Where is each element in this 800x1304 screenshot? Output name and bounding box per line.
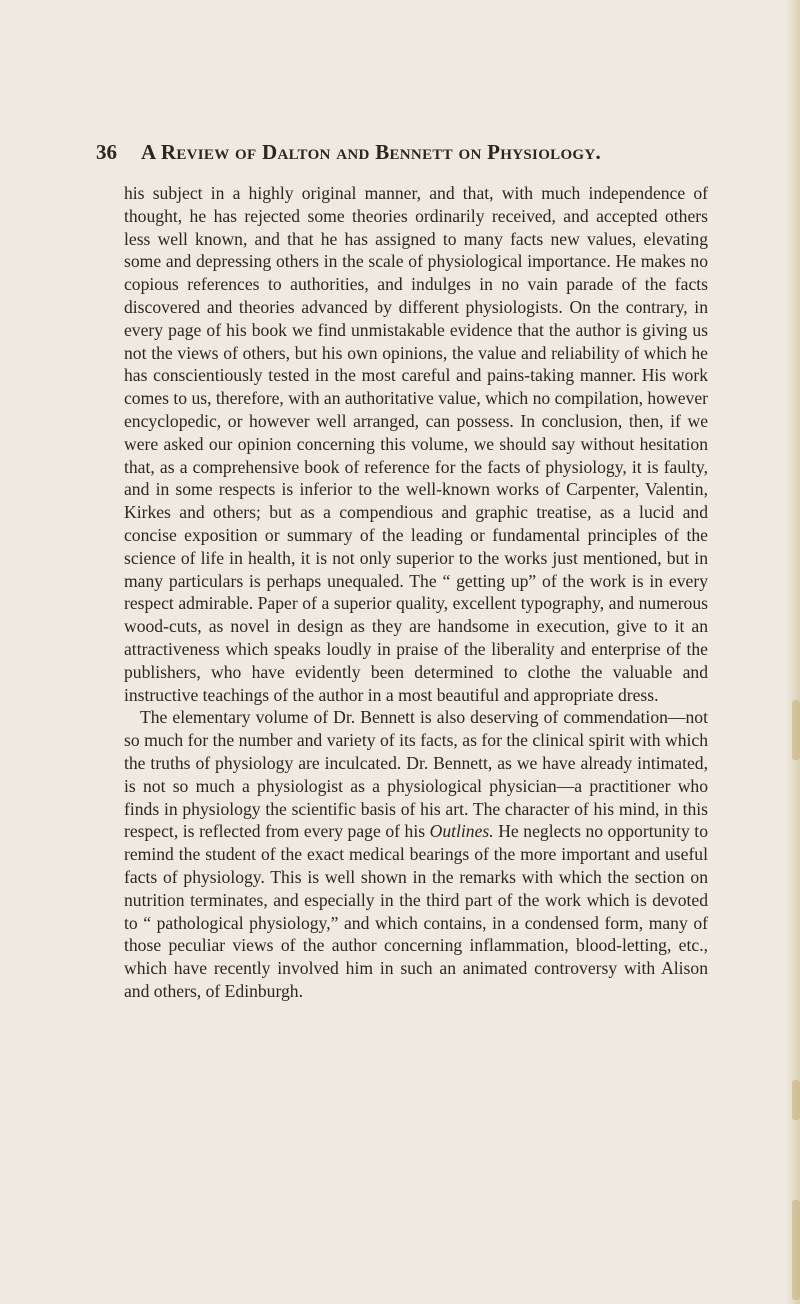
body-text bbox=[124, 182, 708, 1003]
paragraph-2-text-a: The elementary volume of Dr. Bennett is also deserving of commendation—not so much for the number and variety of its facts, as for the clinical spirit with which the truths of physiology are inculcated. Dr. Bennett, as we have already intimated, is not so much a physiologist as a physiological physician—a practitioner who finds in physiology the scientific basis of his art. The character of his mind, in this respect, is reflected from every page of his bbox=[124, 707, 708, 842]
page-edge-stain bbox=[792, 1080, 800, 1120]
paragraph-2-text-b: He neglects no opportunity to remind the student of the exact medical bearings of the more important and useful facts of physiology. This is well shown in the remarks with which the section on nutrition terminates, and especially in the third part of the work which is devoted to “ pathological physiology,” and which contains, in a condensed form, many of those peculiar views of the author concerning inflammation, blood-letting, etc., which have recently involved him in such an animated controversy with Alison and others, of Edinburgh. bbox=[124, 821, 708, 1001]
running-header bbox=[96, 140, 716, 165]
paragraph-1: his subject in a highly original manner, and that, with much independence of thought, he has rejected some theories ordinarily received, and accepted others less well known, and that he has assigned to many facts new values, elevating some and depressing others in the scale of physiological importance. He makes no copious references to authorities, and indulges in no vain parade of the facts discovered and theories advanced by different physiologists. On the contrary, in every page of his book we find unmistakable evidence that the author is giving us not the views of others, but his own opinions, the value and reliability of which he has conscientiously tested in the most careful and pains-taking manner. His work comes to us, therefore, with an authoritative value, which no compilation, however encyclopedic, or however well arranged, can possess. In conclusion, then, if we were asked our opinion concerning this volume, we should say without hesitation that, as a comprehensive book of reference for the facts of physiology, it is faulty, and in some respects is inferior to the well-known works of Carpenter, Valentin, Kirkes and others; but as a compendious and graphic treatise, as a lucid and concise exposition or summary of the leading or fundamental principles of the science of life in health, it is not only superior to the works just mentioned, but in many particulars is perhaps unequaled. The “ getting up” of the work is in every respect admirable. Paper of a superior quality, excellent typography, and numerous wood-cuts, as novel in design as they are handsome in execution, give to it an attractiveness which speaks loudly in praise of the liberality and enterprise of the publishers, who have evidently been determined to clothe the valuable and instructive teachings of the author in a most beautiful and appropriate dress. bbox=[124, 183, 708, 705]
running-title: A Review of Dalton and Bennett on Physiology. bbox=[141, 140, 602, 164]
book-title-italic: Outlines. bbox=[429, 821, 494, 842]
page-number: 36 bbox=[96, 140, 117, 164]
page-edge-stain bbox=[792, 700, 800, 760]
page-edge-stain bbox=[792, 1200, 800, 1300]
paragraph-2 bbox=[124, 706, 708, 1002]
